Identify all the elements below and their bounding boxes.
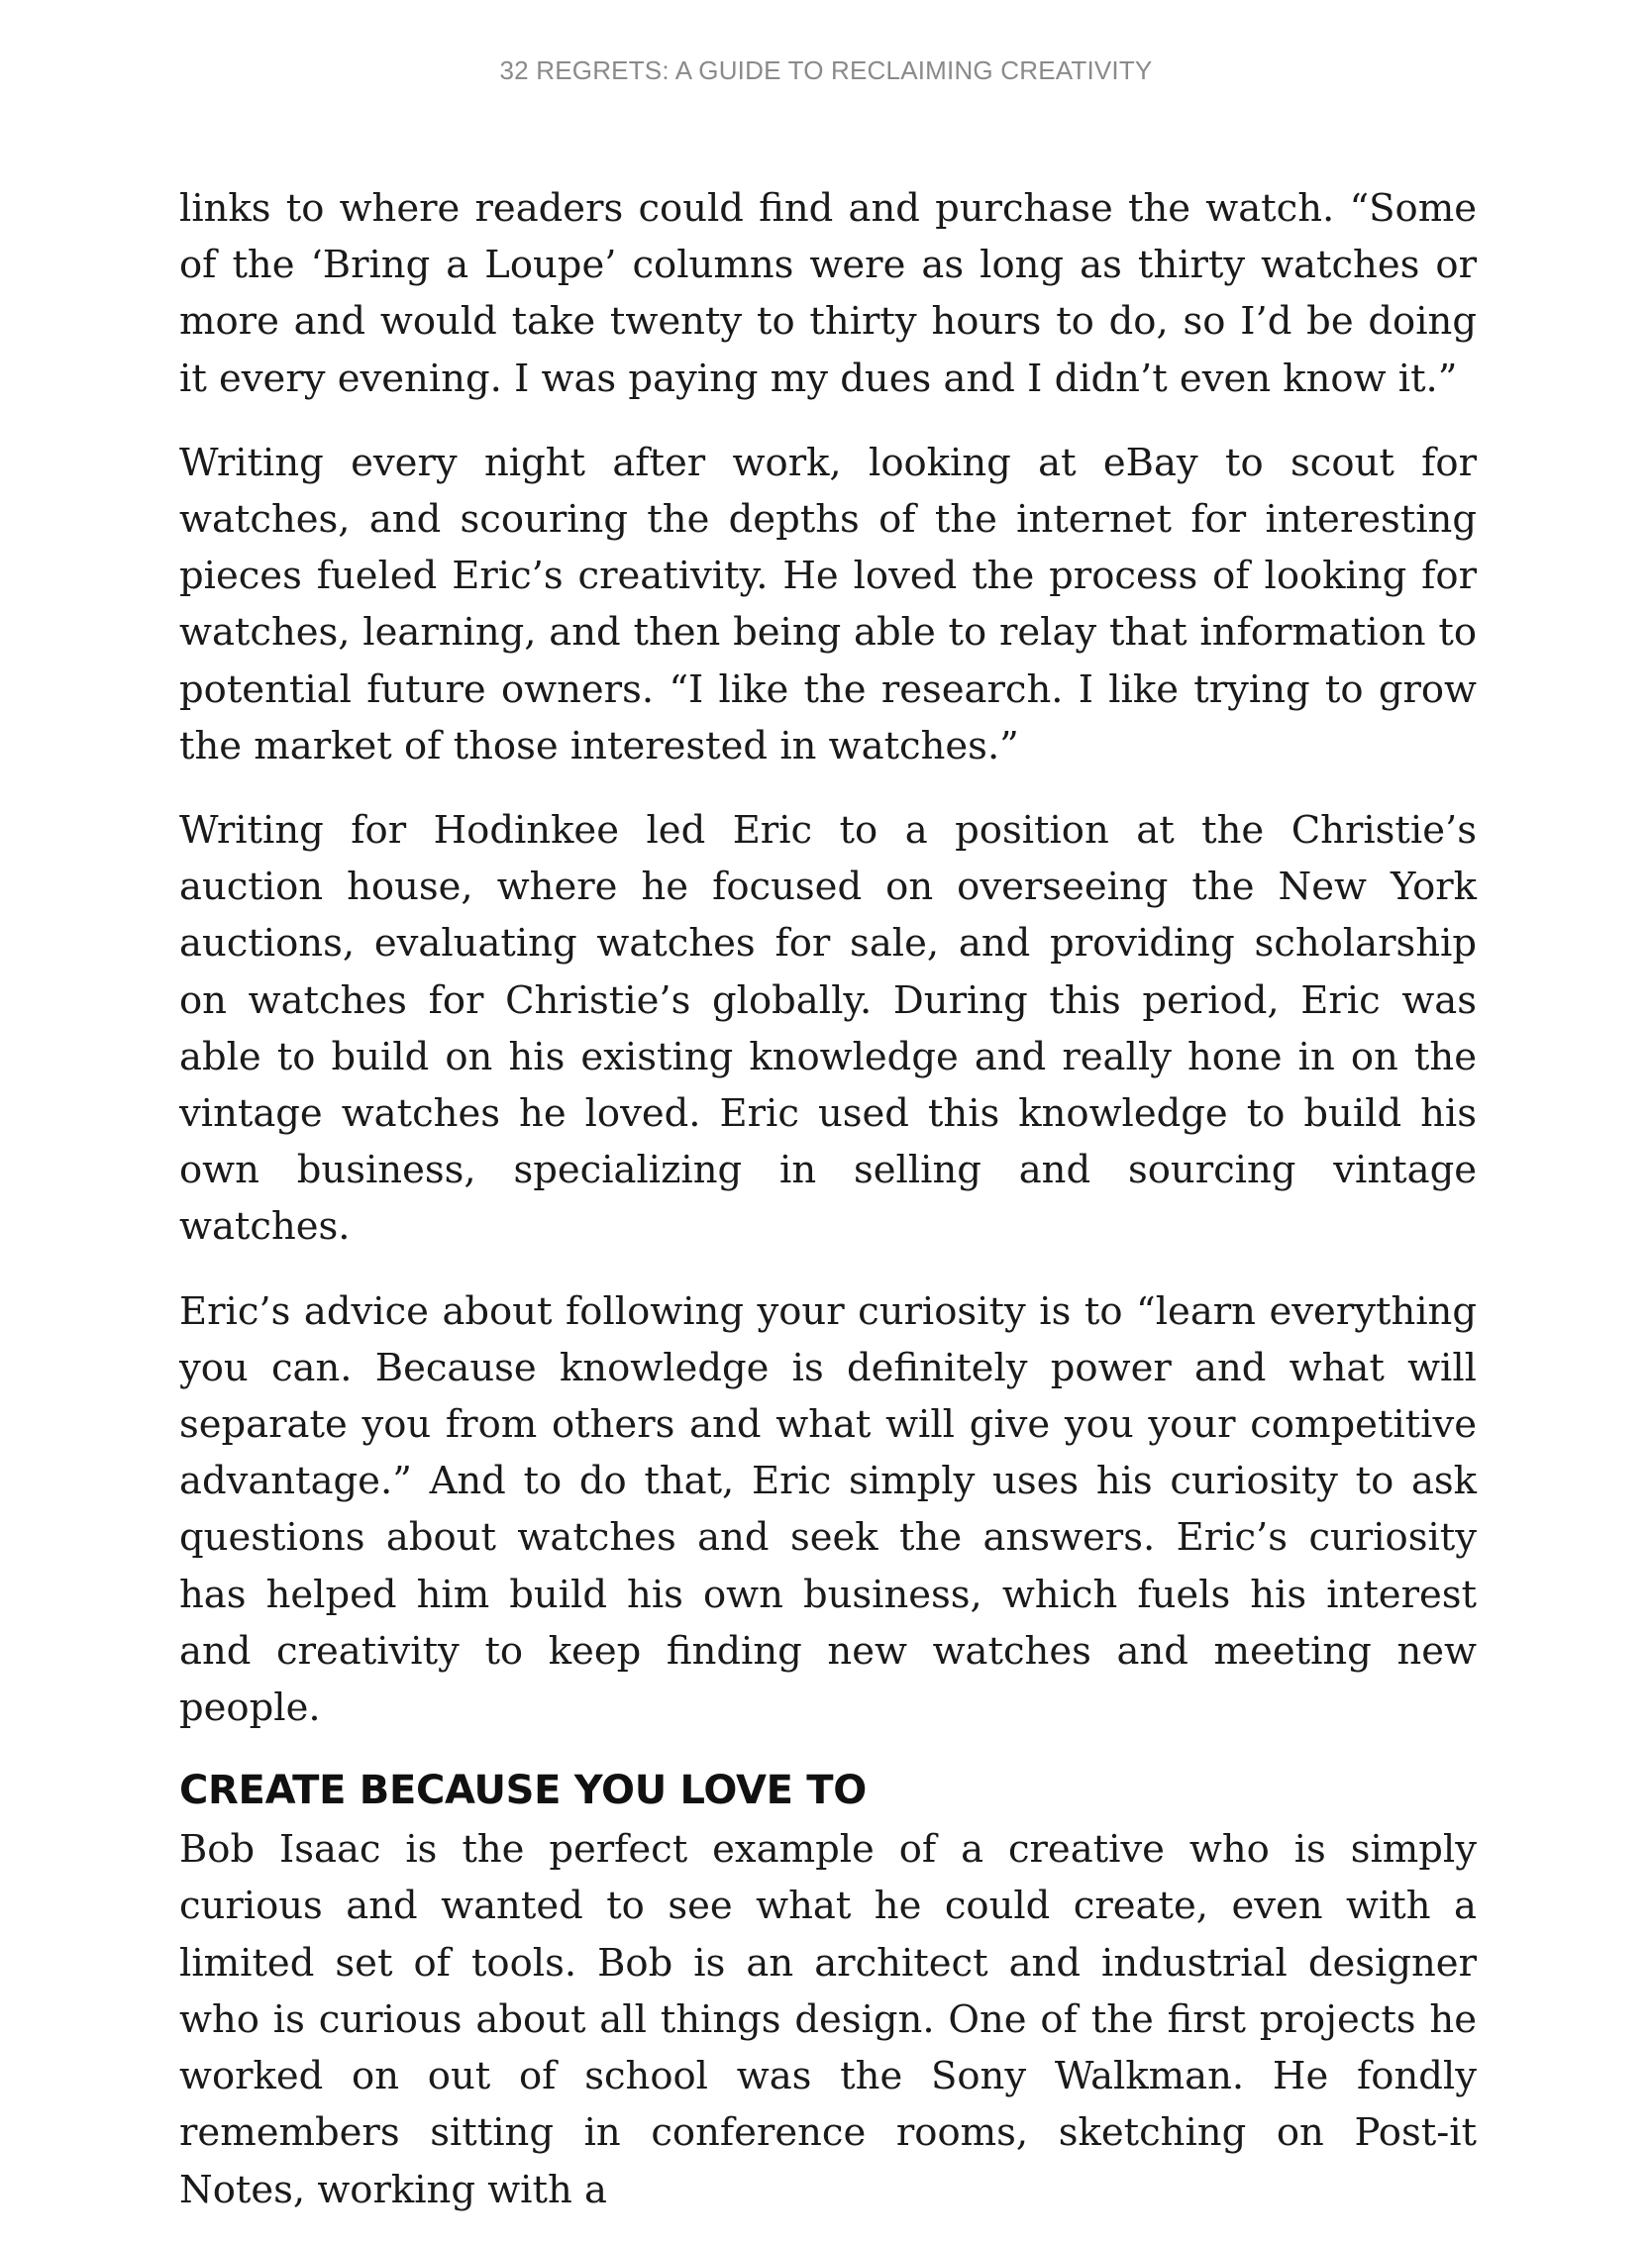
section-heading: CREATE BECAUSE YOU LOVE TO <box>179 1768 867 1814</box>
paragraph: Writing for Hodinkee led Eric to a position at the Christie’s auction house, where he focused on overseeing the New York auctions, evaluating watches for sale, and providing scholarship on watches for Christie’s globally. During this period, Eric was able to build on his existing knowledge and really hone in on the vintage watches he loved. Eric used this knowledge to build his own business, specializing in selling and sourcing vintage watches. <box>179 808 1477 1250</box>
paragraph: Eric’s advice about following your curiosity is to “learn everything you can. Because knowledge is definitely power and what will separate you from others and what will give you your competitive advantage.” And to do that, Eric simply uses his curiosity to ask questions about watches and seek the answers. Eric’s curiosity has helped him build his own business, which fuels his interest and creativity to keep finding new watches and meeting new people. <box>179 1288 1477 1731</box>
body-text <box>179 180 1477 2246</box>
paragraph: links to where readers could find and purchase the watch. “Some of the ‘Bring a Loupe’ columns were as long as thirty watches or more and would take twenty to thirty hours to do, so I’d be doing it every evening. I was paying my dues and I didn’t even know it.” <box>179 186 1477 401</box>
paragraph: Bob Isaac is the perfect example of a creative who is simply curious and wanted to see what he could create, even with a limited set of tools. Bob is an architect and industrial designer who is curious about all things design. One of the first projects he worked on out of school was the Sony Walkman. He fondly remembers sitting in conference rooms, sketching on Post-it Notes, working with a <box>179 1827 1477 2212</box>
running-header: 32 REGRETS: A GUIDE TO RECLAIMING CREATIVITY <box>499 55 1153 85</box>
paragraph: Writing every night after work, looking at eBay to scout for watches, and scouring the depths of the internet for interesting pieces fueled Eric’s creativity. He loved the process of looking for watches, learning, and then being able to relay that information to potential future owners. “I like the research. I like trying to grow the market of those interested in watches.” <box>179 440 1477 768</box>
